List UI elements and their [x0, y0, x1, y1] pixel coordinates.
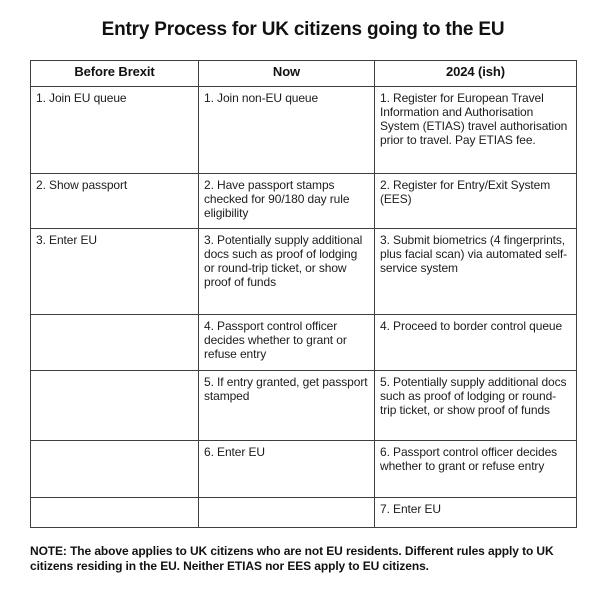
table-row: [31, 371, 577, 441]
cell-now-7: [199, 498, 375, 528]
table-header-row: [31, 61, 577, 87]
cell-now-4: 4. Passport control officer decides whether to grant or refuse entry: [199, 315, 375, 371]
cell-before-brexit-3: 3. Enter EU: [31, 229, 199, 315]
cell-2024-1: 1. Register for European Travel Information and Authorisation System (ETIAS) travel authorisation prior to travel. Pay ETIAS fee.: [375, 87, 577, 174]
column-header-now: Now: [199, 61, 375, 87]
cell-now-2: 2. Have passport stamps checked for 90/180 day rule eligibility: [199, 174, 375, 229]
cell-before-brexit-4: [31, 315, 199, 371]
cell-2024-7: 7. Enter EU: [375, 498, 577, 528]
cell-now-6: 6. Enter EU: [199, 441, 375, 498]
table-row: [31, 315, 577, 371]
table-row: [31, 441, 577, 498]
entry-process-table: [30, 60, 577, 528]
cell-before-brexit-6: [31, 441, 199, 498]
cell-2024-5: 5. Potentially supply additional docs such as proof of lodging or round-trip ticket, or show proof of funds: [375, 371, 577, 441]
table-row: [31, 229, 577, 315]
cell-before-brexit-5: [31, 371, 199, 441]
cell-2024-2: 2. Register for Entry/Exit System (EES): [375, 174, 577, 229]
table-row: [31, 87, 577, 174]
cell-2024-3: 3. Submit biometrics (4 fingerprints, plus facial scan) via automated self-service system: [375, 229, 577, 315]
column-header-before-brexit: Before Brexit: [31, 61, 199, 87]
cell-before-brexit-1: 1. Join EU queue: [31, 87, 199, 174]
page-title: Entry Process for UK citizens going to the EU: [101, 19, 505, 40]
table-row: [31, 174, 577, 229]
cell-2024-4: 4. Proceed to border control queue: [375, 315, 577, 371]
cell-now-1: 1. Join non-EU queue: [199, 87, 375, 174]
cell-before-brexit-7: [31, 498, 199, 528]
cell-now-3: 3. Potentially supply additional docs such as proof of lodging or round-trip ticket, or show proof of funds: [199, 229, 375, 315]
cell-now-5: 5. If entry granted, get passport stamped: [199, 371, 375, 441]
note-text: NOTE: The above applies to UK citizens who are not EU residents. Different rules apply to UK citizens residing in the EU. Neither ETIAS nor EES apply to EU citizens.: [30, 544, 554, 573]
column-header-2024: 2024 (ish): [375, 61, 577, 87]
table-row: [31, 498, 577, 528]
cell-before-brexit-2: 2. Show passport: [31, 174, 199, 229]
cell-2024-6: 6. Passport control officer decides whether to grant or refuse entry: [375, 441, 577, 498]
